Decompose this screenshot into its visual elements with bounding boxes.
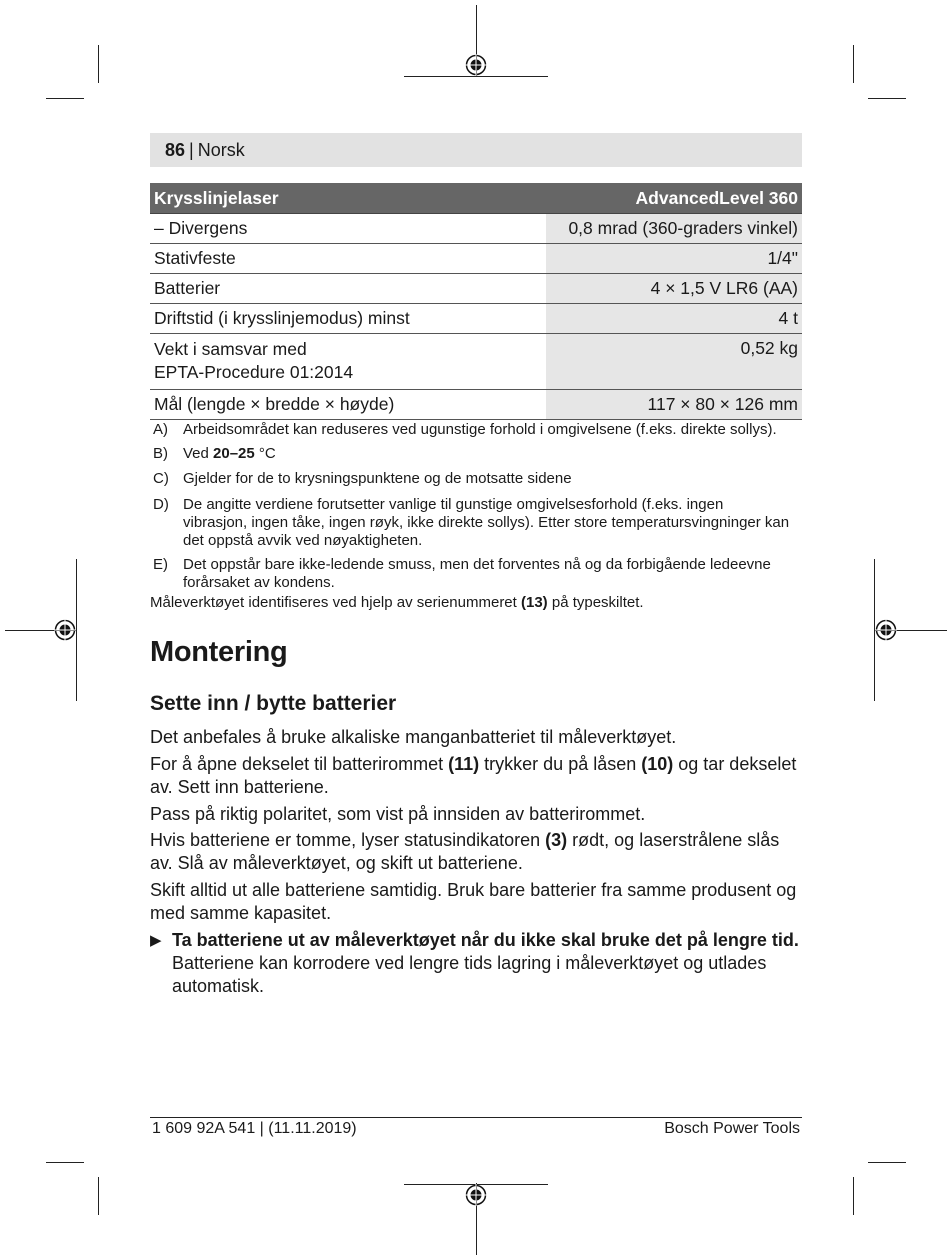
identification-note (150, 594, 644, 611)
identification-ref: (13) (521, 594, 548, 611)
table-cell-label: – Divergens (150, 214, 546, 244)
footnote-text (183, 445, 790, 463)
registration-target-icon (465, 54, 487, 76)
registration-target-icon (465, 1184, 487, 1206)
page-header (150, 133, 802, 167)
table-cell-value: 0,8 mrad (360-graders vinkel) (546, 214, 802, 244)
footer-divider (150, 1117, 802, 1118)
crop-mark (98, 45, 99, 83)
label-line: EPTA-Procedure 01:2014 (154, 362, 354, 382)
spec-table (150, 183, 802, 420)
paragraph (150, 879, 802, 925)
table-cell-label (150, 334, 546, 390)
paragraph-text: Hvis batteriene er tomme, lyser statusindikatoren (150, 830, 546, 850)
section-title: Montering (150, 636, 288, 668)
warning-body: Batteriene kan korrodere ved lengre tids lagring i måleverktøyet og utlades automatisk. (172, 953, 767, 996)
footnote-text-suffix: °C (254, 445, 276, 462)
header-separator: | (189, 139, 194, 160)
arrow-icon: ▶ (150, 932, 162, 949)
table-cell-value: 4 t (546, 304, 802, 334)
table-row (150, 214, 802, 244)
footnote (150, 470, 790, 488)
table-header-row (150, 183, 802, 214)
footnote (150, 556, 790, 592)
paragraph (150, 726, 802, 749)
paragraph (150, 803, 802, 826)
footnote-text-bold: 20–25 (213, 445, 255, 462)
table-row (150, 274, 802, 304)
reference-number: (10) (641, 754, 674, 774)
table-cell-label: Driftstid (i krysslinjemodus) minst (150, 304, 546, 334)
warning-text (172, 929, 802, 998)
table-row (150, 304, 802, 334)
table-cell-label: Batterier (150, 274, 546, 304)
table-row (150, 334, 802, 390)
table-row (150, 390, 802, 420)
paragraph-text: Det anbefales å bruke alkaliske manganbatteriet til måleverktøyet. (150, 727, 677, 747)
page-number: 86 (165, 139, 186, 160)
paragraph (150, 829, 802, 875)
paragraph-text: For å åpne dekselet til batterirommet (150, 754, 449, 774)
table-cell-value: 0,52 kg (546, 334, 802, 390)
label-line: Vekt i samsvar med (154, 339, 307, 359)
crop-mark (868, 1162, 906, 1163)
crop-mark (46, 98, 84, 99)
footnote-key: E) (153, 556, 168, 573)
table-header-model: AdvancedLevel 360 (546, 183, 802, 214)
table-row (150, 244, 802, 274)
table-header-product: Krysslinjelaser (150, 183, 546, 214)
paragraph-text: Skift alltid ut alle batteriene samtidig. Bruk bare batterier fra samme produsent og med samme kapasitet. (150, 880, 797, 923)
paragraph-text: og tar dekselet av. Sett inn batteriene. (150, 754, 797, 797)
crop-mark (853, 45, 854, 83)
table-cell-value: 1/4" (546, 244, 802, 274)
reference-number: (11) (448, 754, 480, 774)
paragraph-text: Pass på riktig polaritet, som vist på innsiden av batterirommet. (150, 804, 646, 824)
header-language: Norsk (197, 139, 245, 160)
crop-mark (853, 1177, 854, 1215)
table-cell-label: Stativfeste (150, 244, 546, 274)
footer-doc-id: 1 609 92A 541 | (11.11.2019) (152, 1120, 357, 1137)
paragraph-text: trykker du på låsen (479, 754, 642, 774)
footnote-text: Gjelder for de to krysningspunktene og de motsatte sidene (183, 470, 572, 487)
registration-target-icon (875, 619, 897, 641)
identification-text: på typeskiltet. (547, 594, 644, 611)
paragraph-text: rødt, og laserstrålene slås av. Slå av måleverktøyet, og skift ut batteriene. (150, 830, 780, 873)
table-cell-value: 4 × 1,5 V LR6 (AA) (546, 274, 802, 304)
footer-brand: Bosch Power Tools (664, 1120, 800, 1137)
warning-item (150, 929, 802, 998)
table-cell-label: Mål (lengde × bredde × høyde) (150, 390, 546, 420)
reference-number: (3) (545, 830, 568, 850)
crop-mark (868, 98, 906, 99)
warning-bold: Ta batteriene ut av måleverktøyet når du ikke skal bruke det på lengre tid. (172, 930, 799, 950)
footnote-key: C) (153, 470, 169, 487)
footnote-text: De angitte verdiene forutsetter vanlige til gunstige omgivelsesforhold (f.eks. ingen vibrasjon, ingen tåke, ingen røyk, ikke direkte sollys). Etter store temperatursvingninger kan det oppstå avvik ved nøyaktigheten. (183, 496, 790, 549)
footnote (150, 445, 790, 463)
paragraph (150, 753, 802, 799)
footnote-text: Arbeidsområdet kan reduseres ved ugunstige forhold i omgivelsene (f.eks. direkte sollys). (183, 421, 777, 438)
registration-line (404, 76, 548, 77)
footnote (150, 421, 790, 439)
footnote-text-prefix: Ved (183, 445, 214, 462)
crop-mark (46, 1162, 84, 1163)
footnote-key: D) (153, 496, 169, 513)
subsection-title: Sette inn / bytte batterier (150, 692, 397, 715)
footnote-text: Det oppstår bare ikke-ledende smuss, men det forventes nå og da forbigående ledeevne forårsaket av kondens. (183, 556, 771, 591)
identification-text: Måleverktøyet identifiseres ved hjelp av serienummeret (150, 594, 521, 611)
registration-target-icon (54, 619, 76, 641)
footnote (150, 496, 790, 550)
footnote-key: B) (153, 445, 168, 462)
crop-mark (98, 1177, 99, 1215)
table-cell-value: 117 × 80 × 126 mm (546, 390, 802, 420)
footnote-key: A) (153, 421, 168, 438)
